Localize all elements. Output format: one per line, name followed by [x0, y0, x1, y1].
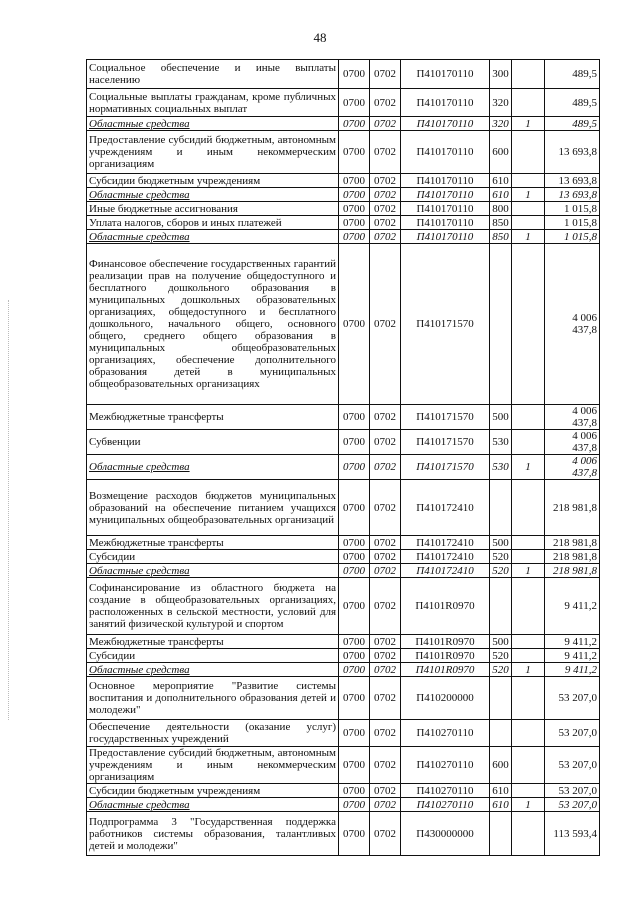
section-cell: 0700	[339, 188, 370, 202]
expense-type-cell: 500	[490, 536, 512, 550]
table-row	[87, 405, 600, 430]
funding-source-cell	[512, 812, 545, 856]
subsection-cell: 0702	[370, 216, 401, 230]
section-cell: 0700	[339, 131, 370, 174]
table-row	[87, 202, 600, 216]
expense-type-cell: 530	[490, 455, 512, 480]
target-code-cell: П4101R0970	[401, 649, 490, 663]
subsection-cell: 0702	[370, 550, 401, 564]
subsection-cell: 0702	[370, 747, 401, 784]
funding-source-cell: 1	[512, 798, 545, 812]
target-code-cell: П410171570	[401, 430, 490, 455]
expense-name-cell: Субвенции	[87, 430, 339, 455]
table-row-funding-source	[87, 230, 600, 244]
table-row	[87, 677, 600, 720]
subsection-cell: 0702	[370, 188, 401, 202]
target-code-cell: П410270110	[401, 747, 490, 784]
subsection-cell: 0702	[370, 89, 401, 117]
funding-source-cell	[512, 578, 545, 635]
table-row	[87, 480, 600, 536]
expense-name-cell: Предоставление субсидий бюджетным, автономным учреждениям и иным некоммерческим организациям	[87, 131, 339, 174]
target-code-cell: П410171570	[401, 405, 490, 430]
section-cell: 0700	[339, 480, 370, 536]
expense-type-cell: 520	[490, 663, 512, 677]
amount-cell: 53 207,0	[545, 720, 600, 747]
expense-name-cell: Иные бюджетные ассигнования	[87, 202, 339, 216]
funding-source-cell: 1	[512, 455, 545, 480]
section-cell: 0700	[339, 663, 370, 677]
amount-cell: 489,5	[545, 89, 600, 117]
amount-cell: 218 981,8	[545, 564, 600, 578]
target-code-cell: П410170110	[401, 131, 490, 174]
subsection-cell: 0702	[370, 455, 401, 480]
section-cell: 0700	[339, 677, 370, 720]
table-row-funding-source	[87, 798, 600, 812]
budget-table-body	[87, 60, 600, 856]
expense-name-cell: Предоставление субсидий бюджетным, автономным учреждениям и иным некоммерческим организациям	[87, 747, 339, 784]
subsection-cell: 0702	[370, 536, 401, 550]
expense-type-cell: 320	[490, 117, 512, 131]
expense-name-cell: Софинансирование из областного бюджета на создание в общеобразовательных организациях, расположенных в сельской местности, условий для занятий физической культурой и спортом	[87, 578, 339, 635]
subsection-cell: 0702	[370, 244, 401, 405]
section-cell: 0700	[339, 89, 370, 117]
funding-source-cell	[512, 536, 545, 550]
amount-cell: 489,5	[545, 60, 600, 89]
expense-type-cell: 520	[490, 649, 512, 663]
table-row	[87, 536, 600, 550]
target-code-cell: П410171570	[401, 244, 490, 405]
section-cell: 0700	[339, 720, 370, 747]
subsection-cell: 0702	[370, 720, 401, 747]
funding-source-cell	[512, 60, 545, 89]
funding-source-cell	[512, 202, 545, 216]
section-cell: 0700	[339, 60, 370, 89]
target-code-cell: П430000000	[401, 812, 490, 856]
funding-source-cell	[512, 480, 545, 536]
expense-type-cell: 530	[490, 430, 512, 455]
expense-type-cell: 500	[490, 635, 512, 649]
amount-cell: 9 411,2	[545, 635, 600, 649]
section-cell: 0700	[339, 578, 370, 635]
subsection-cell: 0702	[370, 430, 401, 455]
table-row-funding-source	[87, 455, 600, 480]
table-row-funding-source	[87, 188, 600, 202]
subsection-cell: 0702	[370, 677, 401, 720]
subsection-cell: 0702	[370, 812, 401, 856]
funding-source-cell	[512, 747, 545, 784]
subsection-cell: 0702	[370, 649, 401, 663]
table-row	[87, 174, 600, 188]
subsection-cell: 0702	[370, 117, 401, 131]
amount-cell: 9 411,2	[545, 663, 600, 677]
section-cell: 0700	[339, 405, 370, 430]
funding-source-cell	[512, 784, 545, 798]
subsection-cell: 0702	[370, 202, 401, 216]
expense-type-cell: 500	[490, 405, 512, 430]
target-code-cell: П4101R0970	[401, 663, 490, 677]
target-code-cell: П410171570	[401, 455, 490, 480]
table-row	[87, 430, 600, 455]
subsection-cell: 0702	[370, 230, 401, 244]
section-cell: 0700	[339, 812, 370, 856]
expense-type-cell: 610	[490, 174, 512, 188]
expense-name-cell: Областные средства	[87, 230, 339, 244]
target-code-cell: П4101R0970	[401, 635, 490, 649]
target-code-cell: П410270110	[401, 720, 490, 747]
funding-source-cell	[512, 430, 545, 455]
section-cell: 0700	[339, 430, 370, 455]
section-cell: 0700	[339, 230, 370, 244]
margin-scan-mark	[8, 300, 11, 720]
target-code-cell: П410170110	[401, 89, 490, 117]
expense-name-cell: Обеспечение деятельности (оказание услуг) государственных учреждений	[87, 720, 339, 747]
section-cell: 0700	[339, 747, 370, 784]
expense-name-cell: Областные средства	[87, 798, 339, 812]
expense-type-cell	[490, 812, 512, 856]
table-row-funding-source	[87, 117, 600, 131]
section-cell: 0700	[339, 798, 370, 812]
table-row-funding-source	[87, 564, 600, 578]
expense-name-cell: Подпрограмма 3 "Государственная поддержка работников системы образования, талантливых детей и молодежи"	[87, 812, 339, 856]
budget-table	[86, 59, 600, 856]
expense-name-cell: Областные средства	[87, 564, 339, 578]
target-code-cell: П4101R0970	[401, 578, 490, 635]
amount-cell: 1 015,8	[545, 216, 600, 230]
table-row	[87, 812, 600, 856]
expense-name-cell: Социальное обеспечение и иные выплаты населению	[87, 60, 339, 89]
table-row	[87, 747, 600, 784]
subsection-cell: 0702	[370, 798, 401, 812]
expense-name-cell: Субсидии	[87, 550, 339, 564]
target-code-cell: П410170110	[401, 117, 490, 131]
table-row	[87, 60, 600, 89]
expense-name-cell: Финансовое обеспечение государственных гарантий реализации прав на получение общедоступного и бесплатного дошкольного образования в муниципальных дошкольных образовательных организациях, общедоступного и бесплатного дошкольного, начального общего, основного общего, среднего общего образования в муниципальных общеобразовательных организациях, обеспечение дополнительного образования детей в муниципальных общеобразовательных организациях	[87, 244, 339, 405]
section-cell: 0700	[339, 550, 370, 564]
funding-source-cell	[512, 677, 545, 720]
section-cell: 0700	[339, 216, 370, 230]
amount-cell: 13 693,8	[545, 131, 600, 174]
target-code-cell: П410172410	[401, 536, 490, 550]
expense-type-cell: 610	[490, 188, 512, 202]
section-cell: 0700	[339, 784, 370, 798]
expense-name-cell: Уплата налогов, сборов и иных платежей	[87, 216, 339, 230]
amount-cell: 53 207,0	[545, 747, 600, 784]
amount-cell: 53 207,0	[545, 798, 600, 812]
subsection-cell: 0702	[370, 174, 401, 188]
amount-cell: 4 006 437,8	[545, 430, 600, 455]
section-cell: 0700	[339, 564, 370, 578]
target-code-cell: П410170110	[401, 188, 490, 202]
expense-name-cell: Областные средства	[87, 455, 339, 480]
amount-cell: 218 981,8	[545, 536, 600, 550]
expense-name-cell: Межбюджетные трансферты	[87, 635, 339, 649]
table-row	[87, 635, 600, 649]
expense-type-cell: 300	[490, 60, 512, 89]
table-row	[87, 244, 600, 405]
table-row	[87, 784, 600, 798]
funding-source-cell	[512, 174, 545, 188]
section-cell: 0700	[339, 244, 370, 405]
amount-cell: 53 207,0	[545, 784, 600, 798]
expense-type-cell: 600	[490, 131, 512, 174]
amount-cell: 53 207,0	[545, 677, 600, 720]
expense-name-cell: Областные средства	[87, 663, 339, 677]
expense-name-cell: Возмещение расходов бюджетов муниципальных образований на обеспечение питанием учащихся муниципальных общеобразовательных организаций	[87, 480, 339, 536]
expense-type-cell	[490, 244, 512, 405]
expense-type-cell: 610	[490, 798, 512, 812]
amount-cell: 4 006 437,8	[545, 244, 600, 405]
expense-name-cell: Субсидии бюджетным учреждениям	[87, 174, 339, 188]
expense-name-cell: Субсидии	[87, 649, 339, 663]
amount-cell: 489,5	[545, 117, 600, 131]
expense-type-cell: 520	[490, 564, 512, 578]
amount-cell: 1 015,8	[545, 230, 600, 244]
funding-source-cell: 1	[512, 564, 545, 578]
section-cell: 0700	[339, 174, 370, 188]
funding-source-cell: 1	[512, 663, 545, 677]
section-cell: 0700	[339, 649, 370, 663]
expense-name-cell: Областные средства	[87, 117, 339, 131]
amount-cell: 9 411,2	[545, 578, 600, 635]
subsection-cell: 0702	[370, 564, 401, 578]
table-row-funding-source	[87, 663, 600, 677]
expense-type-cell: 610	[490, 784, 512, 798]
expense-type-cell	[490, 578, 512, 635]
subsection-cell: 0702	[370, 784, 401, 798]
target-code-cell: П410172410	[401, 564, 490, 578]
funding-source-cell	[512, 649, 545, 663]
section-cell: 0700	[339, 635, 370, 649]
expense-type-cell: 850	[490, 230, 512, 244]
expense-type-cell	[490, 480, 512, 536]
subsection-cell: 0702	[370, 635, 401, 649]
funding-source-cell	[512, 89, 545, 117]
target-code-cell: П410170110	[401, 216, 490, 230]
subsection-cell: 0702	[370, 405, 401, 430]
table-row	[87, 131, 600, 174]
expense-name-cell: Областные средства	[87, 188, 339, 202]
amount-cell: 1 015,8	[545, 202, 600, 216]
target-code-cell: П410170110	[401, 202, 490, 216]
funding-source-cell: 1	[512, 117, 545, 131]
expense-type-cell: 850	[490, 216, 512, 230]
expense-name-cell: Субсидии бюджетным учреждениям	[87, 784, 339, 798]
funding-source-cell	[512, 244, 545, 405]
section-cell: 0700	[339, 117, 370, 131]
target-code-cell: П410172410	[401, 480, 490, 536]
expense-type-cell: 520	[490, 550, 512, 564]
table-row	[87, 578, 600, 635]
subsection-cell: 0702	[370, 131, 401, 174]
amount-cell: 13 693,8	[545, 188, 600, 202]
page-number: 48	[313, 30, 327, 45]
funding-source-cell	[512, 405, 545, 430]
amount-cell: 113 593,4	[545, 812, 600, 856]
table-row	[87, 649, 600, 663]
subsection-cell: 0702	[370, 578, 401, 635]
subsection-cell: 0702	[370, 60, 401, 89]
target-code-cell: П410170110	[401, 230, 490, 244]
expense-type-cell: 320	[490, 89, 512, 117]
target-code-cell: П410270110	[401, 784, 490, 798]
amount-cell: 218 981,8	[545, 480, 600, 536]
expense-name-cell: Межбюджетные трансферты	[87, 536, 339, 550]
expense-type-cell: 600	[490, 747, 512, 784]
expense-type-cell	[490, 677, 512, 720]
funding-source-cell	[512, 216, 545, 230]
expense-type-cell: 800	[490, 202, 512, 216]
target-code-cell: П410172410	[401, 550, 490, 564]
section-cell: 0700	[339, 202, 370, 216]
expense-name-cell: Основное мероприятие "Развитие системы воспитания и дополнительного образования детей и молодежи"	[87, 677, 339, 720]
table-row	[87, 550, 600, 564]
expense-name-cell: Межбюджетные трансферты	[87, 405, 339, 430]
expense-name-cell: Социальные выплаты гражданам, кроме публичных нормативных социальных выплат	[87, 89, 339, 117]
table-row	[87, 89, 600, 117]
funding-source-cell	[512, 550, 545, 564]
funding-source-cell: 1	[512, 230, 545, 244]
amount-cell: 4 006 437,8	[545, 455, 600, 480]
table-row	[87, 720, 600, 747]
funding-source-cell: 1	[512, 188, 545, 202]
funding-source-cell	[512, 635, 545, 649]
table-row	[87, 216, 600, 230]
target-code-cell: П410200000	[401, 677, 490, 720]
target-code-cell: П410170110	[401, 60, 490, 89]
expense-type-cell	[490, 720, 512, 747]
amount-cell: 13 693,8	[545, 174, 600, 188]
subsection-cell: 0702	[370, 663, 401, 677]
funding-source-cell	[512, 720, 545, 747]
target-code-cell: П410170110	[401, 174, 490, 188]
amount-cell: 9 411,2	[545, 649, 600, 663]
subsection-cell: 0702	[370, 480, 401, 536]
funding-source-cell	[512, 131, 545, 174]
section-cell: 0700	[339, 455, 370, 480]
amount-cell: 4 006 437,8	[545, 405, 600, 430]
section-cell: 0700	[339, 536, 370, 550]
amount-cell: 218 981,8	[545, 550, 600, 564]
target-code-cell: П410270110	[401, 798, 490, 812]
